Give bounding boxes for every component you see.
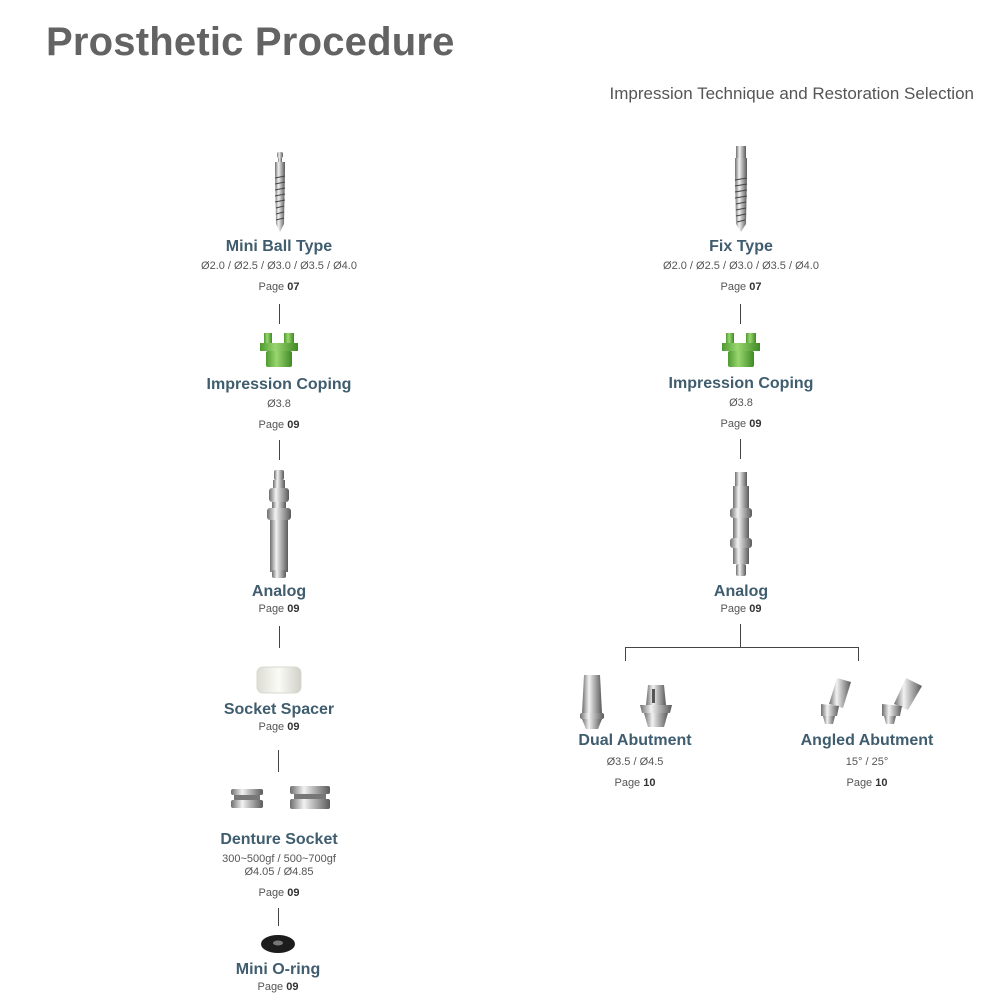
item-page-ref: Page 10 [614, 777, 656, 789]
dual-abutment-item [535, 732, 735, 789]
item-spec: Ø2.0 / Ø2.5 / Ø3.0 / Ø3.5 / Ø4.0 [201, 260, 357, 272]
item-name: Analog [251, 583, 307, 600]
impression-coping-image [722, 333, 760, 367]
item-page-ref: Page 09 [258, 419, 300, 431]
page-subtitle: Impression Technique and Restoration Selection [609, 84, 974, 103]
branch-horizontal-line [625, 647, 859, 648]
connector-line [279, 304, 280, 324]
item-name: Impression Coping [668, 375, 814, 392]
item-page-ref: Page 09 [720, 603, 762, 615]
mini-o-ring-item [98, 961, 458, 993]
item-spec: Ø2.0 / Ø2.5 / Ø3.0 / Ø3.5 / Ø4.0 [663, 260, 819, 272]
fix-type-implant-image [732, 146, 750, 232]
mini-ball-implant-image [272, 152, 288, 232]
angled-abutment-25-image [876, 676, 926, 724]
item-name: Dual Abutment [578, 732, 692, 749]
analog-item [561, 583, 921, 615]
item-page-ref: Page 09 [258, 603, 300, 615]
branch-stem-line [740, 624, 741, 647]
page-title: Prosthetic Procedure [46, 20, 455, 64]
denture-socket-large-image [288, 786, 332, 810]
connector-line [740, 439, 741, 459]
item-name: Impression Coping [206, 376, 352, 393]
item-name: Fix Type [709, 238, 773, 255]
mini-o-ring-image [260, 934, 296, 954]
socket-spacer-image [256, 666, 302, 694]
item-name: Mini Ball Type [225, 238, 333, 255]
item-page-ref: Page 09 [257, 981, 299, 993]
item-page-ref: Page 07 [258, 281, 300, 293]
impression-coping-item [99, 376, 459, 431]
item-page-ref: Page 09 [720, 418, 762, 430]
impression-coping-item [561, 375, 921, 430]
item-page-ref: Page 10 [846, 777, 888, 789]
item-name: Analog [713, 583, 769, 600]
analog-image [727, 472, 755, 578]
denture-socket-small-image [229, 789, 265, 809]
item-spec: Ø3.8 [729, 397, 753, 409]
branch-right-drop [858, 647, 859, 661]
item-spec: Ø3.5 / Ø4.5 [606, 756, 664, 768]
item-name: Socket Spacer [223, 701, 335, 718]
item-page-ref: Page 07 [720, 281, 762, 293]
connector-line [279, 626, 280, 648]
analog-item [99, 583, 459, 615]
connector-line [740, 304, 741, 324]
connector-line [279, 440, 280, 460]
connector-line [278, 750, 279, 772]
impression-coping-image [260, 333, 298, 367]
analog-image [264, 470, 294, 578]
item-name: Denture Socket [220, 831, 338, 848]
item-page-ref: Page 09 [258, 721, 300, 733]
fix-type-item [561, 238, 921, 293]
mini-ball-type-item [99, 238, 459, 293]
denture-socket-item [99, 831, 459, 899]
item-page-ref: Page 09 [258, 887, 300, 899]
angled-abutment-item [767, 732, 967, 789]
branch-left-drop [625, 647, 626, 661]
dual-abutment-straight-image [578, 673, 606, 729]
item-name: Angled Abutment [800, 732, 934, 749]
socket-spacer-item [99, 701, 459, 733]
connector-line [278, 908, 279, 926]
item-spec: 15° / 25° [845, 756, 889, 768]
dual-abutment-prepared-image [636, 681, 676, 729]
item-name: Mini O-ring [235, 961, 321, 978]
item-spec-diameter: Ø4.05 / Ø4.85 [244, 866, 314, 878]
angled-abutment-15-image [815, 676, 857, 724]
item-spec-force: 300~500gf / 500~700gf [222, 853, 336, 865]
item-spec: Ø3.8 [267, 398, 291, 410]
